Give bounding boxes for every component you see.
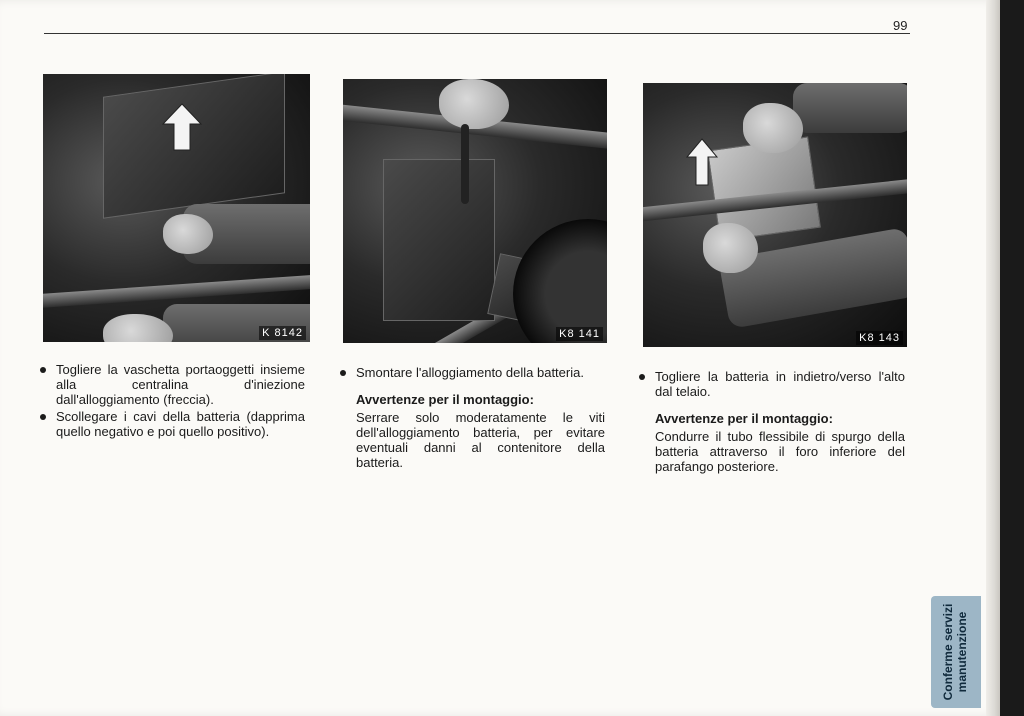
up-arrow-icon <box>161 102 203 152</box>
figure-1-code: K 8142 <box>259 326 306 340</box>
page-edge <box>986 0 1000 716</box>
assembly-notes-heading: Avvertenze per il montaggio: <box>356 392 534 407</box>
column-2-text <box>340 365 605 470</box>
instruction-bullet: Togliere la batteria in indietro/verso l'alto dal telaio. <box>639 369 905 399</box>
section-tab-label[interactable] <box>941 600 985 704</box>
assembly-notes-heading: Avvertenze per il montaggio: <box>655 411 833 426</box>
figure-3-code: K8 143 <box>856 331 903 345</box>
up-arrow-icon <box>685 137 719 187</box>
column-3-text <box>639 369 905 474</box>
instruction-bullet: Smontare l'alloggiamento della batteria. <box>340 365 605 380</box>
assembly-notes-text: Condurre il tubo flessibile di spurgo della batteria attraverso il foro inferiore del parafango posteriore. <box>655 429 905 474</box>
figure-3-photo <box>643 83 907 347</box>
figure-2-photo <box>343 79 607 343</box>
column-1-text <box>40 362 305 441</box>
instruction-bullet: Scollegare i cavi della batteria (dapprima quello negativo e poi quello positivo). <box>40 409 305 439</box>
page-number: 99 <box>893 18 908 33</box>
figure-1-photo <box>43 74 310 342</box>
instruction-bullet: Togliere la vaschetta portaoggetti insieme alla centralina d'iniezione dall'alloggiamento (freccia). <box>40 362 305 407</box>
section-tab-line-2: manutenzione <box>955 611 969 693</box>
assembly-notes-text: Serrare solo moderatamente le viti dell'alloggiamento batteria, per evitare eventuali danni al contenitore della batteria. <box>356 410 605 470</box>
figure-2-code: K8 141 <box>556 327 603 341</box>
header-rule <box>44 33 910 34</box>
section-tab-line-1: Conferme servizi <box>941 603 955 701</box>
